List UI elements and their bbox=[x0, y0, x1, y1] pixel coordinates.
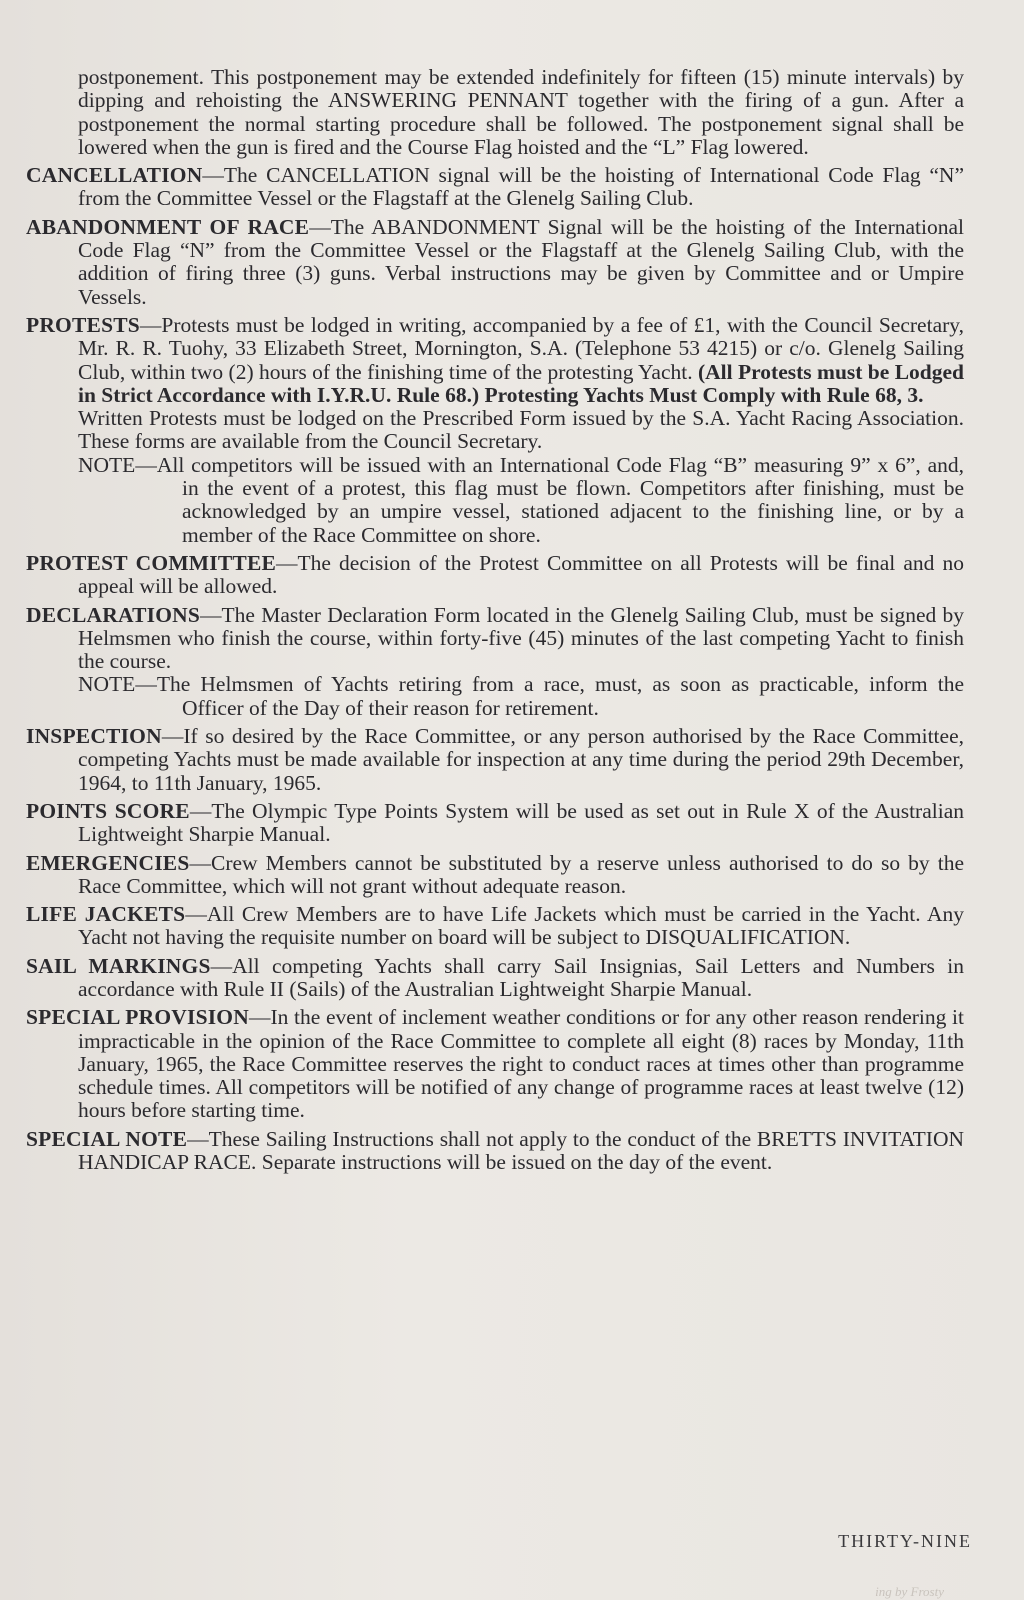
section-heading: SPECIAL NOTE bbox=[26, 1126, 188, 1151]
section-protest-committee bbox=[26, 552, 964, 599]
section-protests bbox=[26, 314, 964, 407]
intro-paragraph: postponement. This postponement may be extended indefinitely for fifteen (15) minute intervals) by dipping and rehoisting the ANSWERING PENNANT together with the firing of a gun. After a postponement the normal starting procedure shall be followed. The postponement signal shall be lowered when the gun is fired and the Course Flag hoisted and the “L” Flag lowered. bbox=[78, 65, 964, 159]
section-cancellation bbox=[26, 164, 964, 211]
note-text: —The Helmsmen of Yachts retiring from a race, must, as soon as practicable, inform the Officer of the Day of their reason for retirement. bbox=[135, 672, 964, 720]
watermark-text: ing by Frosty bbox=[875, 1584, 944, 1599]
section-heading: CANCELLATION bbox=[26, 163, 203, 188]
section-inspection bbox=[26, 725, 964, 795]
section-heading: ABANDONMENT OF RACE bbox=[26, 214, 310, 239]
note-label: NOTE bbox=[78, 672, 136, 697]
section-heading: PROTEST COMMITTEE bbox=[26, 550, 277, 575]
section-heading: INSPECTION bbox=[26, 724, 162, 749]
section-heading: POINTS SCORE bbox=[26, 798, 190, 823]
section-text: —All Crew Members are to have Life Jackets which must be carried in the Yacht. Any Yacht not having the requisite number on board will be subject to DISQUALIFICATION. bbox=[78, 902, 965, 950]
section-points-score bbox=[26, 800, 964, 847]
section-sail-markings bbox=[26, 955, 964, 1002]
protests-note bbox=[78, 454, 964, 547]
section-text: —The decision of the Protest Committee on all Protests will be final and no appeal will be allowed. bbox=[78, 550, 964, 599]
declarations-note bbox=[78, 673, 964, 720]
section-declarations bbox=[26, 604, 964, 674]
section-heading: LIFE JACKETS bbox=[26, 902, 186, 927]
section-text: —The Olympic Type Points System will be used as set out in Rule X of the Australian Lightweight Sharpie Manual. bbox=[78, 798, 964, 847]
section-special-provision bbox=[26, 1006, 964, 1122]
note-text: —All competitors will be issued with an International Code Flag “B” measuring 9” x 6”, and, in the event of a protest, this flag must be flown. Competitors after finishing, must be acknowledged by an umpire vessel, stationed adjacent to the finishing line, or by a member of the Race Committee on shore. bbox=[135, 452, 964, 547]
section-text: —Crew Members cannot be substituted by a reserve unless authorised to do so by the Race Committee, which will not grant without adequate reason. bbox=[78, 850, 964, 898]
section-text: —In the event of inclement weather conditions or for any other reason rendering it impracticable in the opinion of the Race Committee to complete all eight (8) races by Monday, 11th January, 1965, the Race Committee reserves the right to conduct races at times other than programme schedule times. All competitors will be notified of any change of programme races at least twelve (12) hours before starting time. bbox=[78, 1005, 965, 1123]
section-heading: SAIL MARKINGS bbox=[26, 953, 211, 978]
section-text: —The Master Declaration Form located in the Glenelg Sailing Club, must be signed by Helmsmen who finish the course, within forty-five (45) minutes of the last competing Yacht to finish the course. bbox=[78, 602, 964, 674]
section-text: —The CANCELLATION signal will be the hoisting of International Code Flag “N” from the Committee Vessel or the Flagstaff at the Glenelg Sailing Club. bbox=[78, 163, 964, 211]
section-heading: DECLARATIONS bbox=[26, 602, 201, 627]
section-text: —These Sailing Instructions shall not apply to the conduct of the BRETTS INVITATION HANDICAP RACE. Separate instructions will be issued on the day of the event. bbox=[78, 1126, 964, 1175]
section-text: —The ABANDONMENT Signal will be the hoisting of the International Code Flag “N” from the Committee Vessel or the Flagstaff at the Glenelg Sailing Club, with the addition of firing three (3) guns. Verbal instructions may be given by Committee and or Umpire Vessels. bbox=[78, 214, 964, 309]
section-life-jackets bbox=[26, 903, 964, 950]
section-text: —All competing Yachts shall carry Sail Insignias, Sail Letters and Numbers in accordance with Rule II (Sails) of the Australian Lightweight Sharpie Manual. bbox=[78, 953, 964, 1001]
section-text: —Protests must be lodged in writing, accompanied by a fee of £1, with the Council Secretary, Mr. R. R. Tuohy, 33 Elizabeth Street, Mornington, S.A. (Telephone 53 4215) or c/o. Glenelg Sailing Club, within two (2) hours of the finishing time of the protesting Yacht. bbox=[78, 312, 964, 384]
section-emergencies bbox=[26, 852, 964, 899]
text-column bbox=[26, 66, 964, 1179]
section-heading: PROTESTS bbox=[26, 312, 140, 337]
protests-written-text: Written Protests must be lodged on the Prescribed Form issued by the S.A. Yacht Racing Association. These forms are available from the Council Secretary. bbox=[78, 406, 964, 454]
section-abandonment bbox=[26, 216, 964, 309]
note-label: NOTE bbox=[78, 452, 136, 477]
section-heading: EMERGENCIES bbox=[26, 850, 190, 875]
section-text: —If so desired by the Race Committee, or any person authorised by the Race Committee, competing Yachts must be made available for inspection at any time during the period 29th December, 1964, to 11th January, 1965. bbox=[78, 724, 964, 795]
page-number: THIRTY-NINE bbox=[838, 1531, 972, 1551]
section-special-note bbox=[26, 1128, 964, 1175]
section-heading: SPECIAL PROVISION bbox=[26, 1005, 249, 1030]
section-bold-text: (All Protests must be Lodged in Strict Accordance with I.Y.R.U. Rule 68.) Protesting Yachts Must Comply with Rule 68, 3. bbox=[78, 359, 964, 407]
